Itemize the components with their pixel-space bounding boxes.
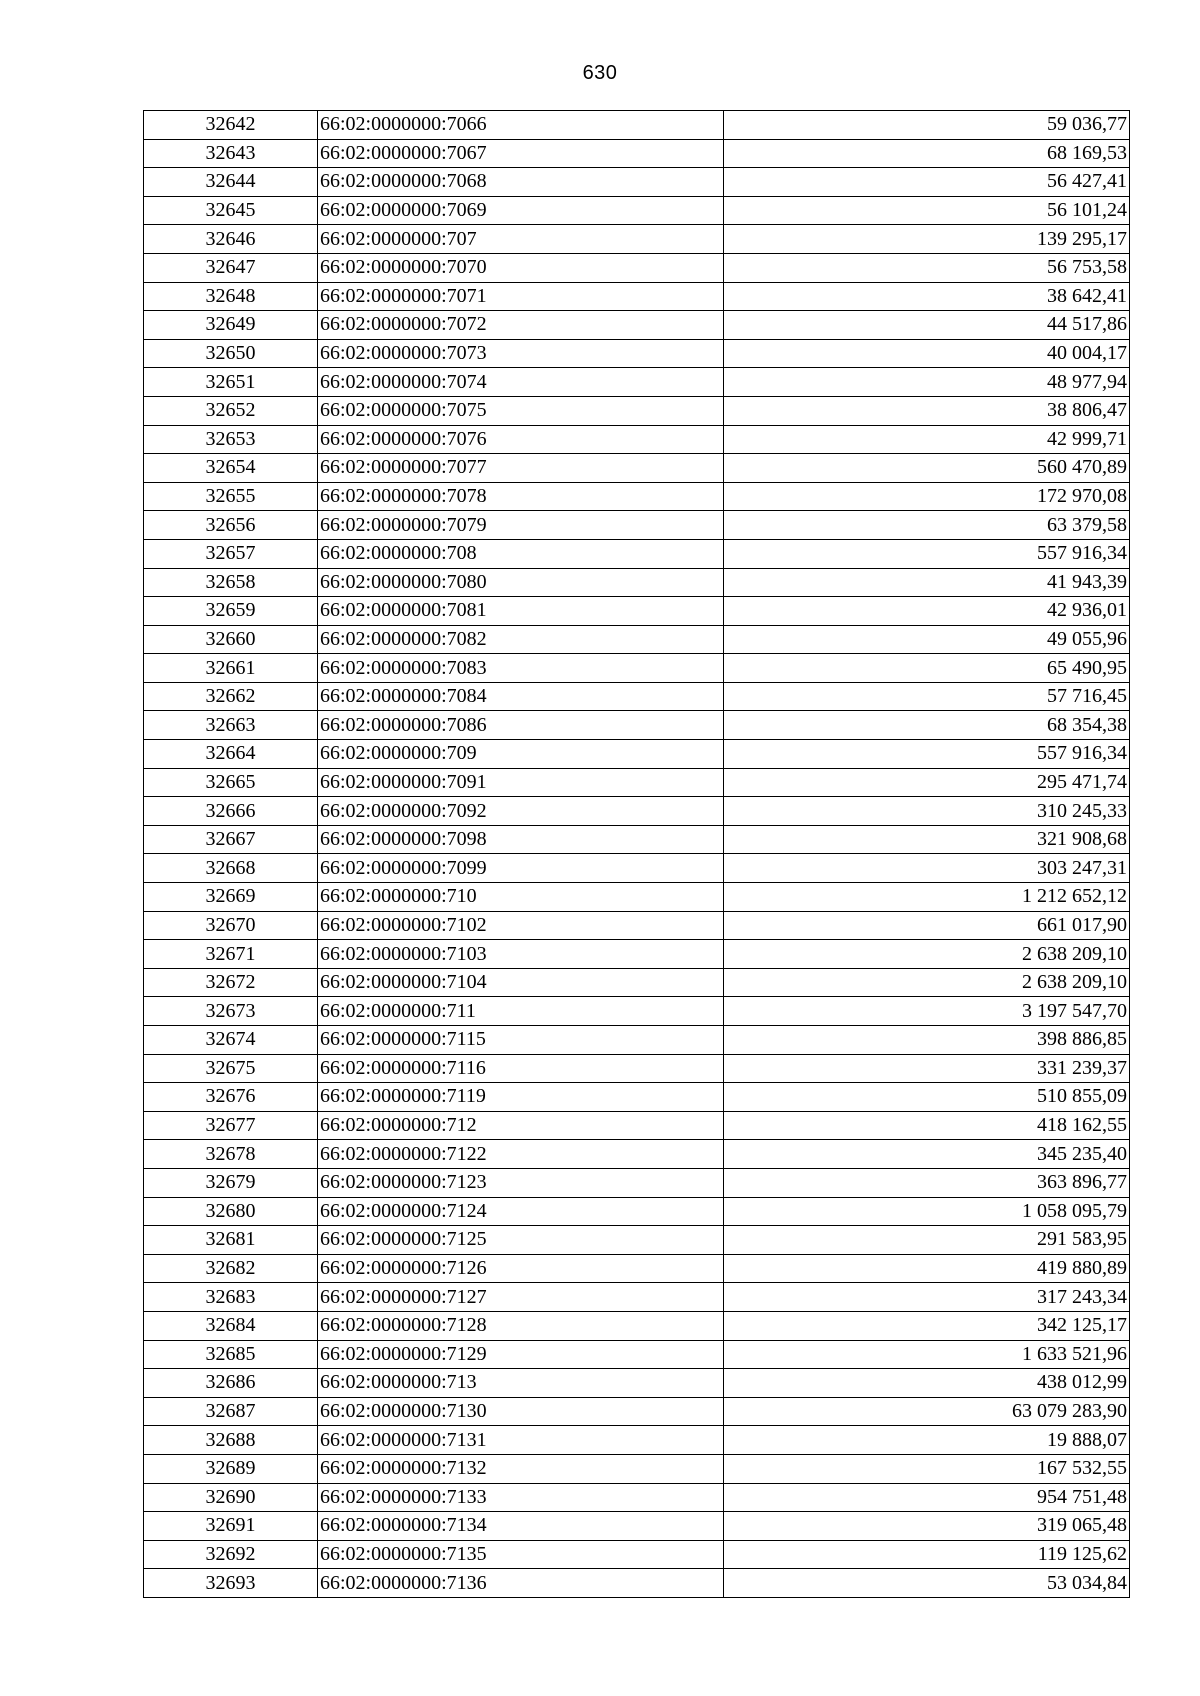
cadastral-number-cell: 66:02:0000000:7080 xyxy=(318,568,724,597)
cadastral-value-cell: 65 490,95 xyxy=(724,654,1130,683)
table-row xyxy=(144,940,1130,969)
table-row xyxy=(144,1283,1130,1312)
row-number-cell: 32664 xyxy=(144,740,318,769)
cadastral-number-cell: 66:02:0000000:7125 xyxy=(318,1226,724,1255)
cadastral-number-cell: 66:02:0000000:7132 xyxy=(318,1454,724,1483)
cadastral-number-cell: 66:02:0000000:7066 xyxy=(318,111,724,140)
cadastral-number-cell: 66:02:0000000:712 xyxy=(318,1111,724,1140)
cadastral-number-cell: 66:02:0000000:7119 xyxy=(318,1083,724,1112)
cadastral-value-cell: 139 295,17 xyxy=(724,225,1130,254)
cadastral-value-cell: 1 058 095,79 xyxy=(724,1197,1130,1226)
cadastral-number-cell: 66:02:0000000:7135 xyxy=(318,1540,724,1569)
row-number-cell: 32661 xyxy=(144,654,318,683)
cadastral-value-cell: 1 212 652,12 xyxy=(724,883,1130,912)
table-row xyxy=(144,511,1130,540)
cadastral-value-table xyxy=(143,110,1130,1598)
cadastral-value-cell: 317 243,34 xyxy=(724,1283,1130,1312)
table-row xyxy=(144,1340,1130,1369)
cadastral-value-cell: 38 806,47 xyxy=(724,396,1130,425)
cadastral-number-cell: 66:02:0000000:7124 xyxy=(318,1197,724,1226)
cadastral-number-cell: 66:02:0000000:7077 xyxy=(318,454,724,483)
cadastral-value-cell: 63 379,58 xyxy=(724,511,1130,540)
row-number-cell: 32646 xyxy=(144,225,318,254)
table-row xyxy=(144,1569,1130,1598)
row-number-cell: 32658 xyxy=(144,568,318,597)
row-number-cell: 32667 xyxy=(144,825,318,854)
row-number-cell: 32685 xyxy=(144,1340,318,1369)
row-number-cell: 32656 xyxy=(144,511,318,540)
cadastral-value-cell: 42 936,01 xyxy=(724,597,1130,626)
cadastral-number-cell: 66:02:0000000:7076 xyxy=(318,425,724,454)
cadastral-number-cell: 66:02:0000000:7126 xyxy=(318,1254,724,1283)
cadastral-value-cell: 345 235,40 xyxy=(724,1140,1130,1169)
table-row xyxy=(144,396,1130,425)
cadastral-value-cell: 661 017,90 xyxy=(724,911,1130,940)
row-number-cell: 32687 xyxy=(144,1397,318,1426)
cadastral-value-cell: 119 125,62 xyxy=(724,1540,1130,1569)
cadastral-number-cell: 66:02:0000000:7123 xyxy=(318,1168,724,1197)
table-row xyxy=(144,911,1130,940)
cadastral-number-cell: 66:02:0000000:7103 xyxy=(318,940,724,969)
table-row xyxy=(144,454,1130,483)
row-number-cell: 32666 xyxy=(144,797,318,826)
row-number-cell: 32650 xyxy=(144,339,318,368)
cadastral-value-cell: 303 247,31 xyxy=(724,854,1130,883)
row-number-cell: 32668 xyxy=(144,854,318,883)
cadastral-value-cell: 557 916,34 xyxy=(724,539,1130,568)
row-number-cell: 32679 xyxy=(144,1168,318,1197)
cadastral-number-cell: 66:02:0000000:7091 xyxy=(318,768,724,797)
table-row xyxy=(144,1054,1130,1083)
cadastral-value-cell: 38 642,41 xyxy=(724,282,1130,311)
cadastral-number-cell: 66:02:0000000:7115 xyxy=(318,1026,724,1055)
cadastral-value-cell: 310 245,33 xyxy=(724,797,1130,826)
row-number-cell: 32676 xyxy=(144,1083,318,1112)
table-row xyxy=(144,539,1130,568)
cadastral-number-cell: 66:02:0000000:7070 xyxy=(318,253,724,282)
cadastral-value-cell: 40 004,17 xyxy=(724,339,1130,368)
row-number-cell: 32672 xyxy=(144,968,318,997)
cadastral-value-cell: 954 751,48 xyxy=(724,1483,1130,1512)
cadastral-number-cell: 66:02:0000000:7083 xyxy=(318,654,724,683)
cadastral-number-cell: 66:02:0000000:7084 xyxy=(318,682,724,711)
row-number-cell: 32682 xyxy=(144,1254,318,1283)
table-row xyxy=(144,1512,1130,1541)
row-number-cell: 32660 xyxy=(144,625,318,654)
cadastral-value-cell: 41 943,39 xyxy=(724,568,1130,597)
cadastral-number-cell: 66:02:0000000:708 xyxy=(318,539,724,568)
table-row xyxy=(144,597,1130,626)
row-number-cell: 32693 xyxy=(144,1569,318,1598)
cadastral-value-cell: 48 977,94 xyxy=(724,368,1130,397)
cadastral-number-cell: 66:02:0000000:7069 xyxy=(318,196,724,225)
cadastral-value-cell: 59 036,77 xyxy=(724,111,1130,140)
row-number-cell: 32691 xyxy=(144,1512,318,1541)
table-row xyxy=(144,1454,1130,1483)
table-row xyxy=(144,768,1130,797)
cadastral-number-cell: 66:02:0000000:7082 xyxy=(318,625,724,654)
table-row xyxy=(144,1397,1130,1426)
cadastral-number-cell: 66:02:0000000:7086 xyxy=(318,711,724,740)
cadastral-value-cell: 291 583,95 xyxy=(724,1226,1130,1255)
table-row xyxy=(144,1168,1130,1197)
cadastral-value-cell: 342 125,17 xyxy=(724,1311,1130,1340)
cadastral-value-cell: 295 471,74 xyxy=(724,768,1130,797)
cadastral-number-cell: 66:02:0000000:7098 xyxy=(318,825,724,854)
table-row xyxy=(144,196,1130,225)
table-row xyxy=(144,311,1130,340)
cadastral-number-cell: 66:02:0000000:7134 xyxy=(318,1512,724,1541)
row-number-cell: 32675 xyxy=(144,1054,318,1083)
table-row xyxy=(144,1311,1130,1340)
row-number-cell: 32654 xyxy=(144,454,318,483)
table-row xyxy=(144,1369,1130,1398)
cadastral-number-cell: 66:02:0000000:707 xyxy=(318,225,724,254)
cadastral-value-cell: 331 239,37 xyxy=(724,1054,1130,1083)
row-number-cell: 32655 xyxy=(144,482,318,511)
table-row xyxy=(144,1254,1130,1283)
cadastral-value-cell: 53 034,84 xyxy=(724,1569,1130,1598)
table-row xyxy=(144,1111,1130,1140)
table-row xyxy=(144,625,1130,654)
cadastral-value-cell: 560 470,89 xyxy=(724,454,1130,483)
table-row xyxy=(144,997,1130,1026)
cadastral-value-cell: 1 633 521,96 xyxy=(724,1340,1130,1369)
cadastral-value-cell: 2 638 209,10 xyxy=(724,940,1130,969)
table-row xyxy=(144,1226,1130,1255)
cadastral-number-cell: 66:02:0000000:7068 xyxy=(318,168,724,197)
cadastral-value-cell: 68 169,53 xyxy=(724,139,1130,168)
table-row xyxy=(144,1426,1130,1455)
cadastral-value-cell: 438 012,99 xyxy=(724,1369,1130,1398)
cadastral-value-cell: 319 065,48 xyxy=(724,1512,1130,1541)
cadastral-number-cell: 66:02:0000000:7130 xyxy=(318,1397,724,1426)
cadastral-number-cell: 66:02:0000000:7078 xyxy=(318,482,724,511)
row-number-cell: 32669 xyxy=(144,883,318,912)
row-number-cell: 32671 xyxy=(144,940,318,969)
table-row xyxy=(144,1026,1130,1055)
table-row xyxy=(144,682,1130,711)
cadastral-value-cell: 63 079 283,90 xyxy=(724,1397,1130,1426)
table-row xyxy=(144,854,1130,883)
cadastral-number-cell: 66:02:0000000:713 xyxy=(318,1369,724,1398)
cadastral-number-cell: 66:02:0000000:7067 xyxy=(318,139,724,168)
row-number-cell: 32673 xyxy=(144,997,318,1026)
row-number-cell: 32680 xyxy=(144,1197,318,1226)
table-row xyxy=(144,1483,1130,1512)
cadastral-value-cell: 57 716,45 xyxy=(724,682,1130,711)
row-number-cell: 32686 xyxy=(144,1369,318,1398)
cadastral-number-cell: 66:02:0000000:7133 xyxy=(318,1483,724,1512)
row-number-cell: 32684 xyxy=(144,1311,318,1340)
cadastral-value-cell: 2 638 209,10 xyxy=(724,968,1130,997)
row-number-cell: 32643 xyxy=(144,139,318,168)
row-number-cell: 32677 xyxy=(144,1111,318,1140)
table-row xyxy=(144,425,1130,454)
cadastral-value-cell: 321 908,68 xyxy=(724,825,1130,854)
cadastral-number-cell: 66:02:0000000:7075 xyxy=(318,396,724,425)
cadastral-value-cell: 419 880,89 xyxy=(724,1254,1130,1283)
cadastral-value-cell: 56 101,24 xyxy=(724,196,1130,225)
cadastral-number-cell: 66:02:0000000:7073 xyxy=(318,339,724,368)
cadastral-value-cell: 172 970,08 xyxy=(724,482,1130,511)
cadastral-value-cell: 68 354,38 xyxy=(724,711,1130,740)
table-row xyxy=(144,253,1130,282)
row-number-cell: 32674 xyxy=(144,1026,318,1055)
cadastral-value-cell: 363 896,77 xyxy=(724,1168,1130,1197)
cadastral-value-cell: 3 197 547,70 xyxy=(724,997,1130,1026)
table-row xyxy=(144,111,1130,140)
row-number-cell: 32642 xyxy=(144,111,318,140)
table-row xyxy=(144,368,1130,397)
row-number-cell: 32648 xyxy=(144,282,318,311)
table-row xyxy=(144,797,1130,826)
row-number-cell: 32665 xyxy=(144,768,318,797)
cadastral-value-cell: 557 916,34 xyxy=(724,740,1130,769)
cadastral-number-cell: 66:02:0000000:7129 xyxy=(318,1340,724,1369)
cadastral-number-cell: 66:02:0000000:7079 xyxy=(318,511,724,540)
cadastral-number-cell: 66:02:0000000:711 xyxy=(318,997,724,1026)
cadastral-number-cell: 66:02:0000000:709 xyxy=(318,740,724,769)
cadastral-value-cell: 398 886,85 xyxy=(724,1026,1130,1055)
table-row xyxy=(144,568,1130,597)
cadastral-number-cell: 66:02:0000000:7131 xyxy=(318,1426,724,1455)
cadastral-number-cell: 66:02:0000000:7104 xyxy=(318,968,724,997)
cadastral-number-cell: 66:02:0000000:7081 xyxy=(318,597,724,626)
table-row xyxy=(144,883,1130,912)
table-row xyxy=(144,139,1130,168)
table-row xyxy=(144,740,1130,769)
cadastral-number-cell: 66:02:0000000:7136 xyxy=(318,1569,724,1598)
table-row xyxy=(144,282,1130,311)
table-row xyxy=(144,1197,1130,1226)
row-number-cell: 32644 xyxy=(144,168,318,197)
cadastral-value-cell: 167 532,55 xyxy=(724,1454,1130,1483)
page-number: 630 xyxy=(582,62,618,84)
row-number-cell: 32689 xyxy=(144,1454,318,1483)
cadastral-value-cell: 418 162,55 xyxy=(724,1111,1130,1140)
row-number-cell: 32681 xyxy=(144,1226,318,1255)
row-number-cell: 32652 xyxy=(144,396,318,425)
row-number-cell: 32683 xyxy=(144,1283,318,1312)
cadastral-value-cell: 56 427,41 xyxy=(724,168,1130,197)
cadastral-value-cell: 56 753,58 xyxy=(724,253,1130,282)
table-row xyxy=(144,339,1130,368)
row-number-cell: 32663 xyxy=(144,711,318,740)
cadastral-number-cell: 66:02:0000000:7072 xyxy=(318,311,724,340)
table-row xyxy=(144,225,1130,254)
row-number-cell: 32678 xyxy=(144,1140,318,1169)
cadastral-number-cell: 66:02:0000000:7128 xyxy=(318,1311,724,1340)
table-body xyxy=(144,111,1130,1598)
cadastral-number-cell: 66:02:0000000:7071 xyxy=(318,282,724,311)
row-number-cell: 32690 xyxy=(144,1483,318,1512)
row-number-cell: 32659 xyxy=(144,597,318,626)
row-number-cell: 32647 xyxy=(144,253,318,282)
cadastral-number-cell: 66:02:0000000:7092 xyxy=(318,797,724,826)
row-number-cell: 32649 xyxy=(144,311,318,340)
row-number-cell: 32651 xyxy=(144,368,318,397)
row-number-cell: 32688 xyxy=(144,1426,318,1455)
cadastral-number-cell: 66:02:0000000:7116 xyxy=(318,1054,724,1083)
cadastral-number-cell: 66:02:0000000:7074 xyxy=(318,368,724,397)
cadastral-value-cell: 49 055,96 xyxy=(724,625,1130,654)
row-number-cell: 32662 xyxy=(144,682,318,711)
table-row xyxy=(144,1540,1130,1569)
cadastral-value-cell: 19 888,07 xyxy=(724,1426,1130,1455)
cadastral-number-cell: 66:02:0000000:7102 xyxy=(318,911,724,940)
row-number-cell: 32692 xyxy=(144,1540,318,1569)
table-row xyxy=(144,654,1130,683)
cadastral-value-cell: 510 855,09 xyxy=(724,1083,1130,1112)
table-row xyxy=(144,711,1130,740)
cadastral-value-cell: 42 999,71 xyxy=(724,425,1130,454)
table-row xyxy=(144,1083,1130,1112)
table-row xyxy=(144,968,1130,997)
row-number-cell: 32645 xyxy=(144,196,318,225)
cadastral-number-cell: 66:02:0000000:7127 xyxy=(318,1283,724,1312)
table-row xyxy=(144,825,1130,854)
row-number-cell: 32657 xyxy=(144,539,318,568)
row-number-cell: 32653 xyxy=(144,425,318,454)
table-row xyxy=(144,1140,1130,1169)
table-row xyxy=(144,482,1130,511)
row-number-cell: 32670 xyxy=(144,911,318,940)
cadastral-number-cell: 66:02:0000000:7099 xyxy=(318,854,724,883)
cadastral-number-cell: 66:02:0000000:7122 xyxy=(318,1140,724,1169)
cadastral-value-cell: 44 517,86 xyxy=(724,311,1130,340)
cadastral-number-cell: 66:02:0000000:710 xyxy=(318,883,724,912)
table-row xyxy=(144,168,1130,197)
